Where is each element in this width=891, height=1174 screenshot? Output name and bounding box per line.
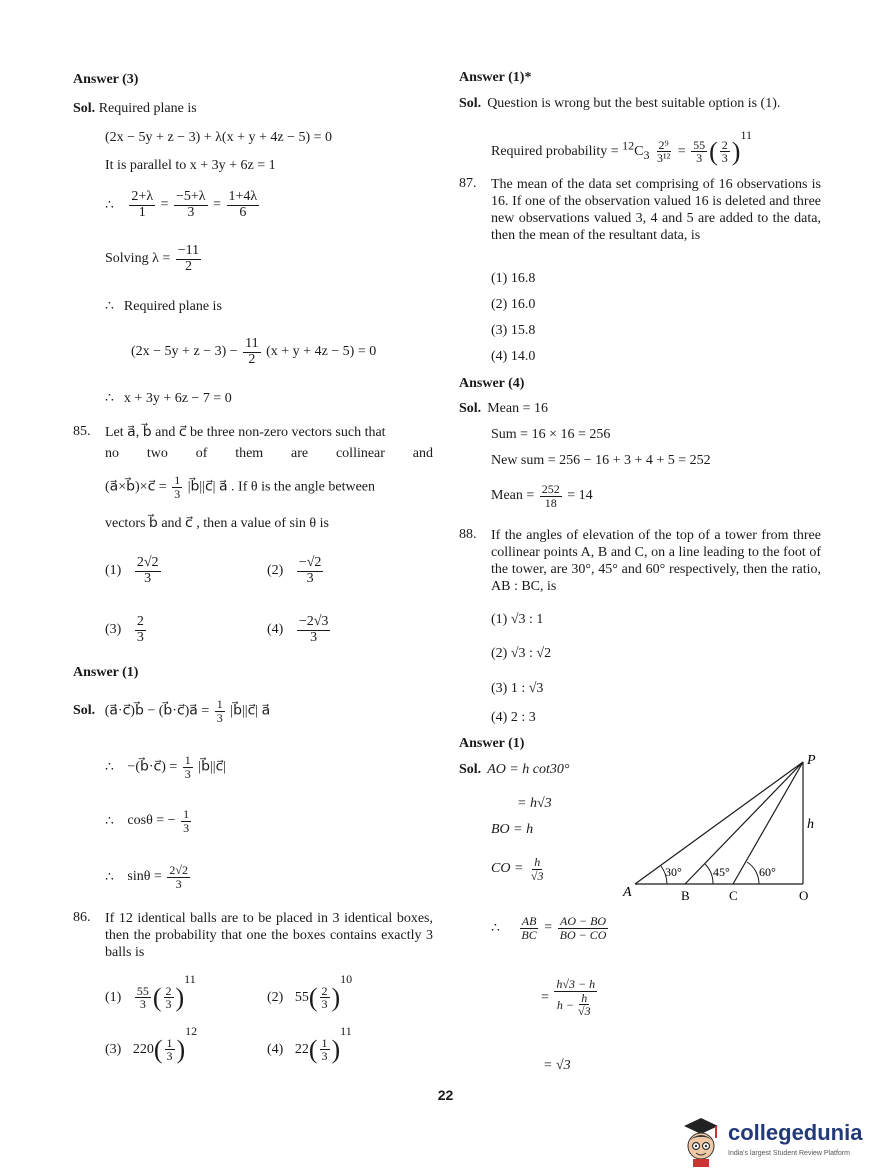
solution-87-line1: Sol. Mean = 16 (459, 401, 548, 416)
required-probability: Required probability = $^{12}C_3$ $\frac{\text{2⁹}}{\text{3¹²}}$ = $\frac{55}{3}$ ( $\frac{2}{3}$ )$^{11}$ (491, 128, 753, 166)
solution-85-line4: ∴ sinθ = $\frac{2√2}{3}$ (105, 863, 188, 891)
collegedunia-logo[interactable] (678, 1112, 878, 1168)
q85-option-2: (2) $\frac{-√2}{3}$ (267, 555, 322, 586)
solving-lambda: Solving λ = $\frac{-11}{2}$ (105, 243, 200, 274)
q87-option-4: (4) 14.0 (491, 349, 536, 364)
solution-85-line3: ∴ cosθ = − $\frac{1}{3}$ (105, 807, 190, 835)
required-plane-label: ∴ Required plane is (105, 299, 222, 314)
solution-87-line3: New sum = 256 − 16 + 3 + 4 + 5 = 252 (491, 453, 711, 468)
q88-option-2: (2) √3 : √2 (491, 646, 552, 661)
solution-84-line3: It is parallel to x + 3y + 6z = 1 (105, 158, 276, 173)
solution-88-ratio: ∴ $\frac{AB}{BC}$ = $\frac{AO - BO}{BO - CO}$ (491, 914, 607, 942)
q87-option-2: (2) 16.0 (491, 297, 536, 312)
solution-85-line2: ∴ −(b⃗·c⃗) = $\frac{1}{3}$ |b⃗||c⃗| (105, 753, 227, 781)
solution-88-co: CO = $\frac{h}{√3}$ (491, 855, 544, 883)
angle-60: 60° (759, 865, 776, 879)
label-a: A (623, 885, 632, 900)
question-86-text: If 12 identical balls are to be placed in 3 identical boxes, then the probability that one the boxes contains exactly 3 balls is (105, 911, 433, 960)
solution-88-line1: Sol. AO = h cot30° (459, 762, 570, 777)
angle-30: 30° (665, 865, 682, 879)
q87-option-1: (1) 16.8 (491, 271, 536, 286)
angle-arc-45 (705, 864, 713, 884)
angle-arc-60 (747, 862, 759, 884)
question-85-number: 85. (73, 424, 91, 439)
solution-88-line3: BO = h (491, 822, 534, 837)
label-b: B (681, 888, 690, 903)
question-85-line4: vectors b⃗ and c⃗ , then a value of sin θ is (105, 516, 329, 531)
question-87-number: 87. (459, 176, 477, 191)
q86-option-2: (2) 55( $\frac{2}{3}$ )$^{10}$ (267, 972, 353, 1012)
solution-88-result: = √3 (543, 1058, 571, 1073)
q88-option-4: (4) 2 : 3 (491, 710, 536, 725)
final-plane: ∴ x + 3y + 6z − 7 = 0 (105, 391, 232, 406)
q85-option-3: (3) $\frac{2}{3}$ (105, 614, 144, 645)
angle-45: 45° (713, 865, 730, 879)
label-c: C (729, 888, 738, 903)
answer-85: Answer (1) (73, 665, 139, 680)
question-85-equation: (a⃗×b⃗)×c⃗ = $\frac{1}{3}$ |b⃗||c⃗| a⃗ . If θ is the angle between (105, 473, 375, 501)
question-85-line2: no two of them are collinear and (105, 446, 433, 461)
solution-88-line2: = h√3 (517, 796, 552, 811)
q86-option-4: (4) 22( $\frac{1}{3}$ )$^{11}$ (267, 1024, 352, 1064)
solution-85-line1: Sol. (a⃗·c⃗)b⃗ − (b⃗·c⃗)a⃗ = $\frac{1}{3}$ |b⃗||c⃗| a⃗ (73, 697, 271, 725)
q86-option-3: (3) 220( $\frac{1}{3}$ )$^{12}$ (105, 1024, 198, 1064)
solution-86-line1: Sol. Question is wrong but the best suitable option is (1). (459, 96, 781, 111)
question-85-line1: Let a⃗, b⃗ and c⃗ be three non-zero vectors such that (105, 425, 386, 440)
answer-87: Answer (4) (459, 376, 525, 391)
question-86-number: 86. (73, 910, 91, 925)
q85-option-4: (4) $\frac{-2√3}{3}$ (267, 614, 329, 645)
label-h: h (807, 817, 814, 832)
plane-equation: (2x − 5y + z − 3) − $\frac{11}{2}$ (x + y + 4z − 5) = 0 (131, 336, 377, 367)
q88-option-1: (1) √3 : 1 (491, 612, 544, 627)
brand-tagline: India's largest Student Review Platform (728, 1150, 850, 1157)
brand-name: collegedunia (728, 1120, 863, 1145)
q87-option-3: (3) 15.8 (491, 323, 536, 338)
answer-88: Answer (1) (459, 736, 525, 751)
q85-option-1: (1) $\frac{2√2}{3}$ (105, 555, 159, 586)
mascot-icon (678, 1114, 724, 1168)
label-p: P (807, 753, 816, 768)
page-number: 22 (437, 1087, 454, 1103)
question-88-number: 88. (459, 527, 477, 542)
question-88-text: If the angles of elevation of the top of a tower from three collinear points A, B and C, on a line leading to the foot of the tower, are 30°, 45° and 60° respectively, then the ratio, AB : BC, is (491, 528, 821, 594)
label-o: O (799, 888, 809, 903)
tower-diagram (621, 748, 825, 906)
answer-86: Answer (1)* (459, 70, 532, 85)
solution-84-line1: Sol. Required plane is (73, 101, 197, 116)
question-87-text: The mean of the data set comprising of 16 observations is 16. If one of the observation valued 16 is deleted and three new observations valued 3, 4 and 5 are added to the data, then the mean of the resultant data, is (491, 177, 821, 243)
answer-84: Answer (3) (73, 72, 139, 87)
q88-option-3: (3) 1 : √3 (491, 681, 544, 696)
q86-option-1: (1) $\frac{55}{3}$ ( $\frac{2}{3}$ )$^{11}$ (105, 972, 196, 1012)
solution-87-mean: Mean = $\frac{252}{18}$ = 14 (491, 482, 593, 510)
solution-84-line2: (2x − 5y + z − 3) + λ(x + y + 4z − 5) = 0 (105, 130, 333, 145)
solution-87-line2: Sum = 16 × 16 = 256 (491, 427, 611, 442)
solution-88-ratio-2: = h√3 − h h − $\frac{h}{√3}$ (541, 977, 596, 1019)
ratio-equation: ∴ $\frac{2+\lambda}{1}$ = $\frac{-5+\lambda}{3}$ = $\frac{1+4\lambda}{6}$ (105, 189, 258, 220)
